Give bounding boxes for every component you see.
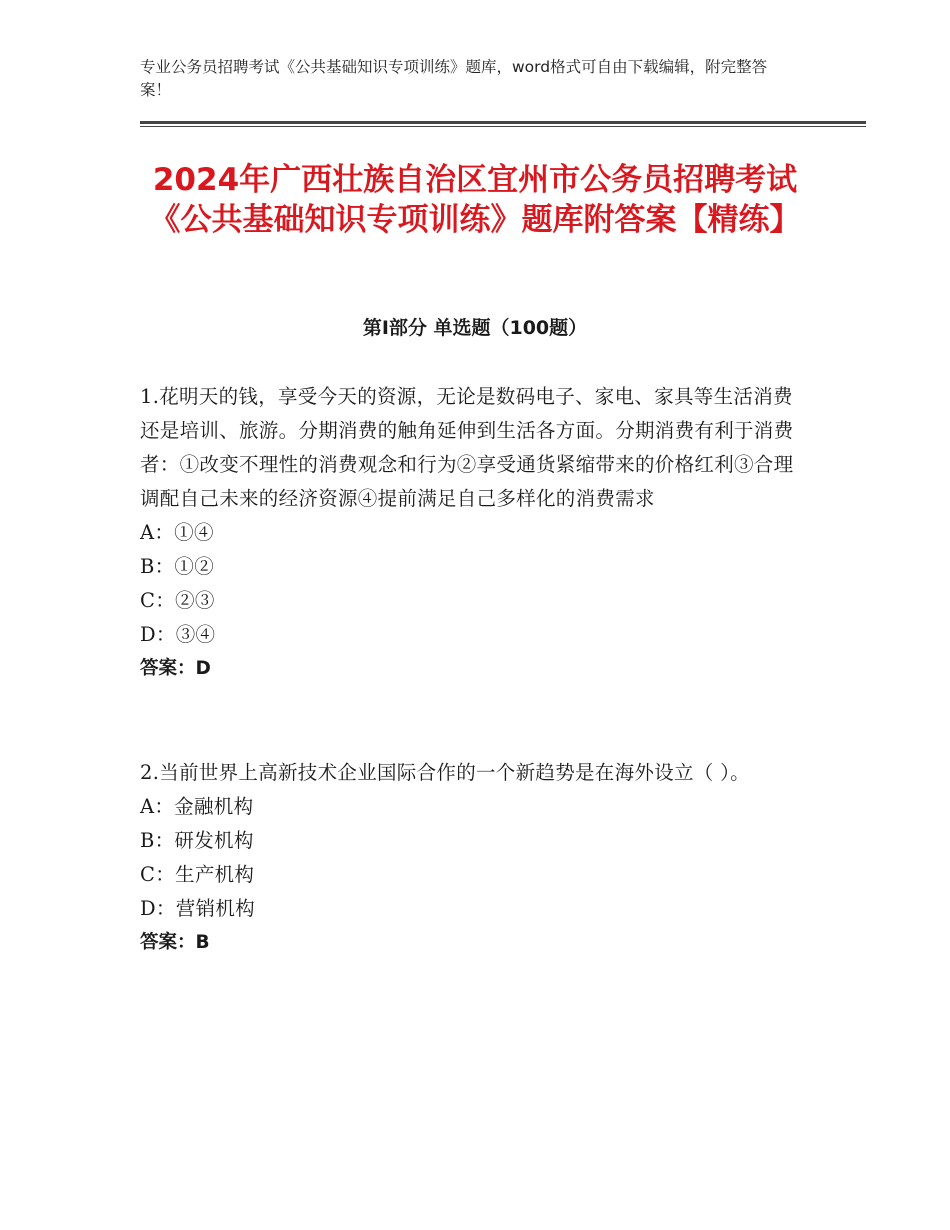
option-a: A：金融机构 (140, 795, 254, 818)
option-c: C：生产机构 (140, 863, 255, 886)
option-b: B：①② (140, 555, 215, 578)
question-stem: 1.花明天的钱，享受今天的资源，无论是数码电子、家电、家具等生活消费还是培训、旅游。分期消费的触角延伸到生活各方面。分期消费有利于消费者：①改变不理性的消费观念和行为②享受通货紧缩带来的价格红利③合理调配自己未来的经济资源④提前满足自己多样化的消费需求 (140, 385, 794, 510)
option-d: D：③④ (140, 623, 216, 646)
header-rule-thick (140, 121, 866, 124)
option-b: B：研发机构 (140, 829, 254, 852)
option-a: A：①④ (140, 521, 214, 544)
section-heading: 第Ⅰ部分 单选题（100题） (362, 317, 588, 339)
option-c: C：②③ (140, 589, 215, 612)
question-1 (140, 380, 800, 686)
question-2 (140, 756, 800, 960)
header-rule-thin (140, 126, 866, 127)
document-title: 2024年广西壮族自治区宜州市公务员招聘考试《公共基础知识专项训练》题库附答案【精练】 (149, 162, 801, 238)
option-d: D：营销机构 (140, 897, 255, 920)
question-stem: 2.当前世界上高新技术企业国际合作的一个新趋势是在海外设立（ ）。 (140, 761, 750, 784)
answer: 答案：D (140, 658, 211, 679)
header-note: 专业公务员招聘考试《公共基础知识专项训练》题库，word格式可自由下载编辑，附完整答案！ (140, 58, 768, 99)
answer: 答案：B (140, 932, 210, 953)
